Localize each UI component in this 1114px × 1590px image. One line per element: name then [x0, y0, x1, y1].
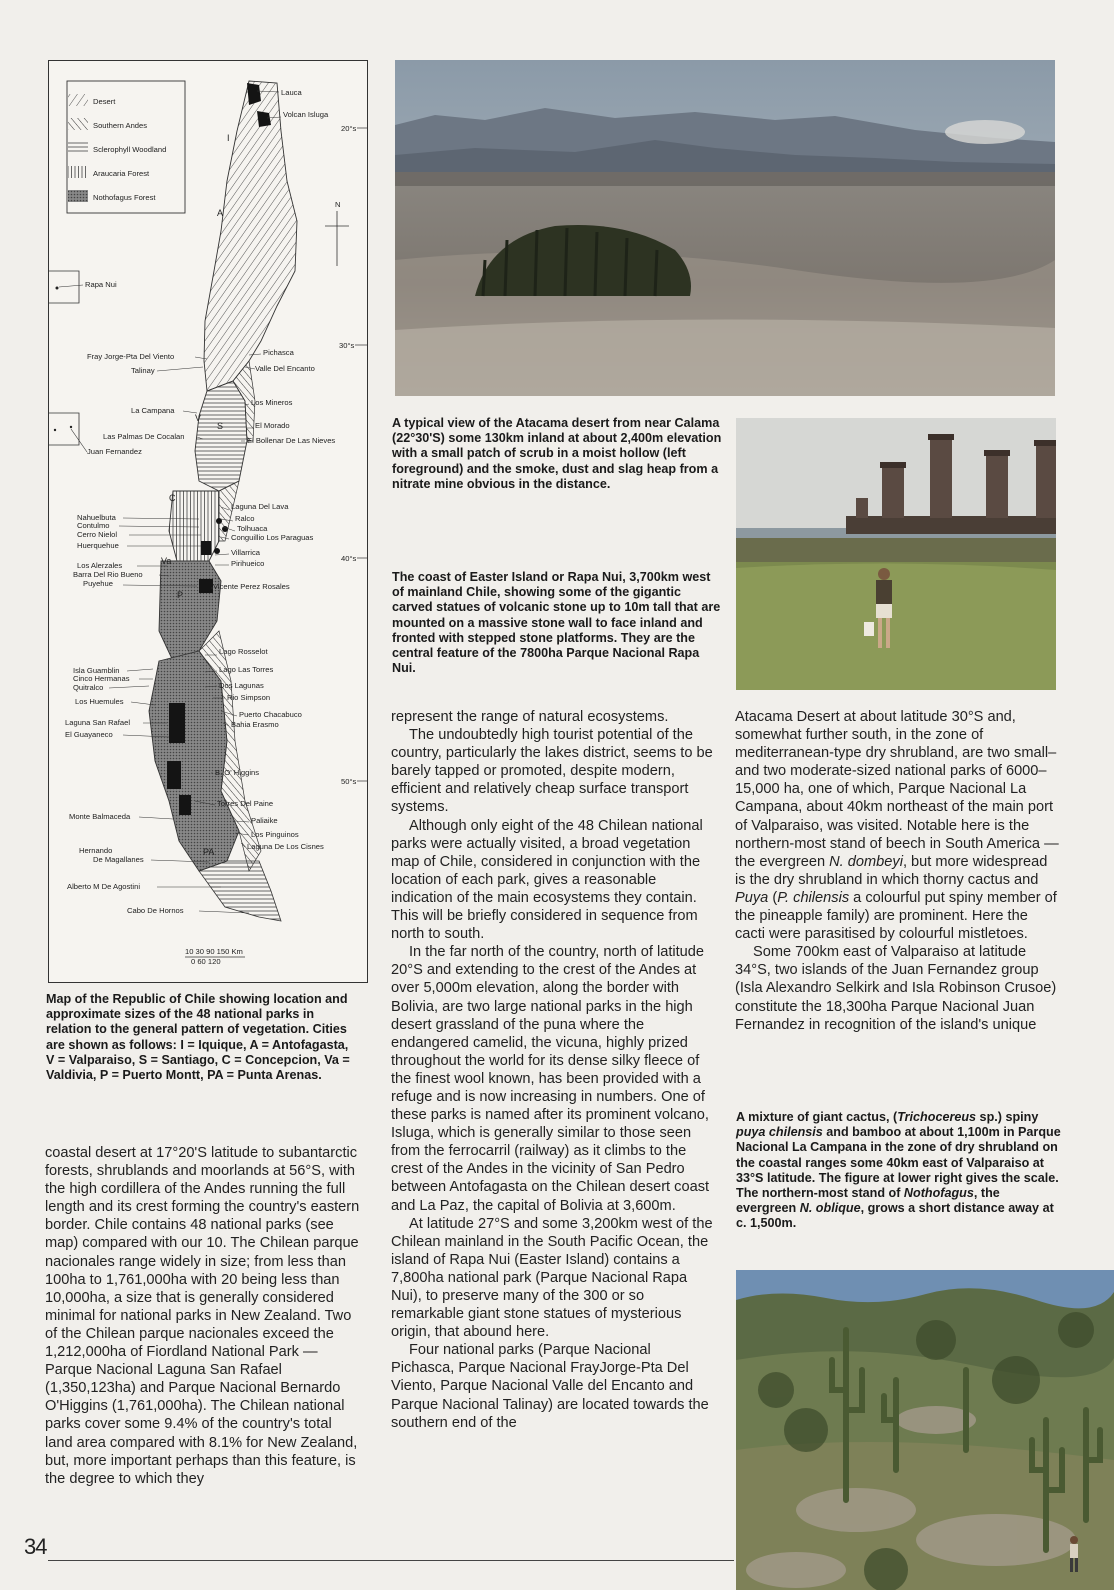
species-name: Trichocereus: [897, 1110, 977, 1124]
svg-text:Puyehue: Puyehue: [83, 579, 113, 588]
svg-text:Rio Simpson: Rio Simpson: [227, 693, 271, 702]
paragraph: The undoubtedly high tourist potential of the country, particularly the lakes district, seems to be barely tapped or promoted, despite modern, efficient and relatively cheap surface transport systems.: [391, 727, 713, 816]
species-name: P. chilensis: [777, 889, 850, 906]
svg-text:Sclerophyll Woodland: Sclerophyll Woodland: [93, 145, 167, 154]
svg-text:V: V: [195, 413, 202, 423]
svg-text:El Guayaneco: El Guayaneco: [65, 730, 113, 739]
paragraph: At latitude 27°S and some 3,200km west of the Chilean mainland in the South Pacific Ocean, the island of Rapa Nui (Easter Island) contains a 7,800ha national park (Parque Nacional Rapa Nui), to preserve many of the 300 or so remarkable giant stone statues of mysterious origin, that abound here.: [391, 1215, 713, 1341]
svg-text:Bahia Erasmo: Bahia Erasmo: [231, 720, 279, 729]
inset-rapa-nui: [49, 271, 117, 303]
svg-text:Lago Las Torres: Lago Las Torres: [219, 665, 274, 674]
column-3-text: [735, 708, 1060, 1034]
map-caption: Map of the Republic of Chile showing location and approximate sizes of the 48 national parks in relation to the general pattern of vegetation. Cities are shown as follows: I = Iquique, A = Antofagasta, V = Valparaiso, S = Santiago, C = Concepcion, Va = Valdivia, P = Puerto Montt, PA = Punta Arenas.: [46, 992, 350, 1083]
svg-text:Desert: Desert: [93, 97, 116, 106]
svg-text:Nothofagus Forest: Nothofagus Forest: [93, 193, 156, 202]
svg-text:Ralco: Ralco: [235, 514, 255, 523]
column-1-text: [45, 1144, 363, 1488]
svg-text:Los Huemules: Los Huemules: [75, 697, 124, 706]
latitude-ticks: [339, 124, 367, 786]
svg-text:La Campana: La Campana: [131, 406, 175, 415]
svg-text:Los Pinguinos: Los Pinguinos: [251, 830, 299, 839]
svg-text:Southern Andes: Southern Andes: [93, 121, 148, 130]
svg-text:El Bollenar De Las Nieves: El Bollenar De Las Nieves: [247, 436, 336, 445]
chile-vegetation-map: [48, 60, 368, 983]
svg-text:P: P: [177, 590, 184, 600]
species-name: N. oblique: [799, 1201, 861, 1216]
paragraph: Although only eight of the 48 Chilean national parks were actually visited, a broad vegetation map of Chile, considered in conjunction with the location of each park, gives a reasonable indication of the main ecosystems they contain. This will be briefly considered in sequence from north to south.: [391, 817, 703, 943]
svg-text:Torres Del Paine: Torres Del Paine: [217, 799, 274, 808]
svg-text:Quitralco: Quitralco: [73, 683, 104, 692]
species-name: Nothofagus: [903, 1186, 974, 1201]
text-run: (: [768, 889, 778, 906]
svg-text:Villarrica: Villarrica: [231, 548, 260, 557]
svg-text:Alberto M De Agostini: Alberto M De Agostini: [67, 882, 141, 891]
cactus-caption: [736, 1110, 1061, 1232]
svg-text:Cabo De Hornos: Cabo De Hornos: [127, 906, 184, 915]
svg-text:Tolhuaca: Tolhuaca: [237, 524, 268, 533]
svg-text:20°s: 20°s: [341, 124, 357, 133]
species-name: Puya: [735, 889, 769, 906]
svg-text:Monte Balmaceda: Monte Balmaceda: [69, 812, 131, 821]
svg-text:10 30 90 150 Km: 10 30 90 150 Km: [185, 947, 243, 956]
paragraph: Some 700km east of Valparaiso at latitude 34°S, two islands of the Juan Fernandez group (Isla Alexandro Selkirk and Isla Robinson Crusoe) constitute the 18,300ha Parque Nacional Juan Fernandez in recognition of the island's unique: [735, 944, 1057, 1033]
svg-text:Araucaria Forest: Araucaria Forest: [93, 169, 150, 178]
paragraph: coastal desert at 17°20'S latitude to subantarctic forests, shrublands and moorlands at 56°S, with the high cordillera of the Andes running the full length and its crest forming the country's eastern border. Chile contains 48 national parks (see map) compared with our 10. The Chilean parque nacionales range widely in size; from less than 100ha to 1,761,000ha with 20 being less than 10,000ha, a size that is generally considered minimal for national parks in New Zealand. Two of the Chilean parque nacionales exceed the 1,212,000ha of Fiordland National Park — Parque Nacional Laguna San Rafael (1,350,123ha) and Parque Nacional Bernardo O'Higgins (1,761,000ha). The Chilean national parks cover some 9.4% of the country's total land area compared with 8.1% for New Zealand, but, more important perhaps than this feature, is the degree to which they: [45, 1145, 360, 1487]
svg-text:B. O' Higgins: B. O' Higgins: [215, 768, 260, 777]
svg-text:Laguna San Rafael: Laguna San Rafael: [65, 718, 131, 727]
svg-text:De Magallanes: De Magallanes: [93, 855, 144, 864]
svg-text:Cerro Nielol: Cerro Nielol: [77, 530, 118, 539]
svg-text:Volcan Isluga: Volcan Isluga: [283, 110, 329, 119]
svg-text:Laguna Del Lava: Laguna Del Lava: [231, 502, 289, 511]
text-run: a colourful put spiny member of the pineapple family) are prominent. Here the cacti were parasitised by colourful mistletoes.: [735, 889, 1057, 943]
north-arrow: [325, 200, 349, 266]
svg-text:N: N: [335, 200, 341, 209]
paragraph: In the far north of the country, north of latitude 20°S and extending to the crest of the Andes at over 5,000m elevation, along the border with Bolivia, are two large national parks in the high desert grassland of the puna where the endangered camelid, the vicuna, highly prized throughout the world for its dense silky fleece of the finest wool known, has been provided with a refuge and is now increasing in numbers. One of these parks is named after its prominent volcano, Isluga, which is generally similar to those seen from the ferrocarril (railway) as it climbs to the crest of the Andes in the vicinity of San Pedro between Antofagasta on the Chilean desert coast and La Paz, the capital of Bolivia at 3,600m.: [391, 944, 710, 1214]
svg-text:Lago Rosselot: Lago Rosselot: [219, 647, 268, 656]
svg-text:Juan Fernandez: Juan Fernandez: [87, 447, 142, 456]
svg-text:40°s: 40°s: [341, 554, 357, 563]
svg-text:Conguillio Los Paraguas: Conguillio Los Paraguas: [231, 533, 314, 542]
svg-text:C: C: [169, 493, 176, 503]
svg-text:Puerto Chacabuco: Puerto Chacabuco: [239, 710, 302, 719]
svg-text:Huerquehue: Huerquehue: [77, 541, 119, 550]
atacama-desert-photo: [395, 60, 1055, 396]
svg-text:Valle Del Encanto: Valle Del Encanto: [255, 364, 315, 373]
paragraph: Four national parks (Parque Nacional Pichasca, Parque Nacional FrayJorge-Pta Del Viento, Parque Nacional Valle del Encanto and Parque Nacional Talinay) are located towards the southern end of the: [391, 1342, 709, 1431]
species-name: puya chilensis: [736, 1125, 823, 1140]
text-run: , grows a short distance away at c. 1,500m.: [736, 1201, 1054, 1231]
text-run: sp.) spiny: [976, 1110, 1039, 1124]
svg-text:Los Alerzales: Los Alerzales: [77, 561, 123, 570]
svg-text:Lauca: Lauca: [281, 88, 302, 97]
svg-text:Contulmo: Contulmo: [77, 521, 110, 530]
map-drawing: [49, 61, 367, 982]
legend-item-araucaria: [68, 166, 150, 178]
column-2-text: [391, 708, 713, 1432]
species-name: N. dombeyi: [829, 853, 903, 870]
svg-text:Nahuelbuta: Nahuelbuta: [77, 513, 116, 522]
svg-text:Las Palmas De Cocalan: Las Palmas De Cocalan: [103, 432, 185, 441]
svg-text:Laguna De Los Cisnes: Laguna De Los Cisnes: [247, 842, 324, 851]
map-scale-bar: [185, 947, 245, 966]
svg-text:Dos Lagunas: Dos Lagunas: [219, 681, 264, 690]
svg-text:I: I: [227, 133, 230, 143]
legend-item-nothofagus: [68, 190, 156, 202]
easter-island-photo: [736, 418, 1056, 690]
svg-text:S: S: [217, 421, 224, 431]
text-run: A mixture of giant cactus, (: [736, 1110, 898, 1124]
atacama-caption: A typical view of the Atacama desert from near Calama (22°30'S) some 130km inland at about 2,400m elevation with a small patch of scrub in a moist hollow (left foreground) and the smoke, dust and slag heap from a nitrate mine obvious in the distance.: [392, 416, 722, 491]
paragraph: [735, 708, 1060, 943]
svg-text:Rapa Nui: Rapa Nui: [85, 280, 117, 289]
la-campana-cactus-photo: [736, 1270, 1114, 1590]
svg-text:Va: Va: [161, 556, 172, 566]
text-run: , the evergreen: [736, 1186, 1000, 1216]
svg-text:Isla Guamblin: Isla Guamblin: [73, 666, 120, 675]
svg-text:Cinco Hermanas: Cinco Hermanas: [73, 674, 130, 683]
svg-text:Pirihueico: Pirihueico: [231, 559, 265, 568]
legend-item-desert: [68, 94, 116, 106]
legend-item-sclerophyll: [68, 142, 166, 154]
svg-text:A: A: [217, 208, 224, 218]
svg-text:Talinay: Talinay: [131, 366, 155, 375]
svg-text:El Morado: El Morado: [255, 421, 290, 430]
text-run: , but more widespread is the dry shrubland in which thorny cactus and: [735, 853, 1048, 888]
paragraph: represent the range of natural ecosystems.: [391, 709, 669, 725]
svg-text:30°s: 30°s: [339, 341, 355, 350]
text-run: and bamboo at about 1,100m in Parque Nacional La Campana in the zone of dry shrubland on the coastal ranges some 40km east of Valparaiso at 33°S latitude. The figure at lower right gives the scale. The northern-most stand of: [736, 1125, 1061, 1201]
svg-text:Barra Del Rio Bueno: Barra Del Rio Bueno: [73, 570, 143, 579]
svg-text:Vicente Perez Rosales: Vicente Perez Rosales: [213, 582, 290, 591]
svg-text:Fray Jorge-Pta Del Viento: Fray Jorge-Pta Del Viento: [87, 352, 175, 361]
svg-text:Los Mineros: Los Mineros: [251, 398, 293, 407]
text-run: Atacama Desert at about latitude 30°S and, somewhat further south, in the zone of mediterranean-type dry shrubland, are two small– and two moderate-sized national parks of 6000–15,000 ha, one of which, Parque Nacional La Campana, about 40km northeast of the main port of Valparaiso, was visited. Notable here is the northern-most stand of beech in South America — the evergreen: [735, 709, 1059, 870]
svg-text:Pichasca: Pichasca: [263, 348, 294, 357]
svg-text:0 60 120: 0 60 120: [191, 957, 221, 966]
easter-island-caption: The coast of Easter Island or Rapa Nui, 3,700km west of mainland Chile, showing some of the gigantic carved statues of volcanic stone up to 10m tall that are mounted on a massive stone wall to face inland and fronted with stepped stone platforms. They are the central feature of the 7800ha Parque Nacional Rapa Nui.: [392, 570, 721, 676]
footer-rule: [48, 1560, 734, 1561]
svg-text:Paliaike: Paliaike: [251, 816, 278, 825]
page-number: 34: [24, 1534, 47, 1559]
svg-text:50°s: 50°s: [341, 777, 357, 786]
svg-text:PA: PA: [203, 847, 215, 857]
legend-item-southern-andes: [68, 118, 147, 130]
svg-text:Hernando: Hernando: [79, 846, 113, 855]
